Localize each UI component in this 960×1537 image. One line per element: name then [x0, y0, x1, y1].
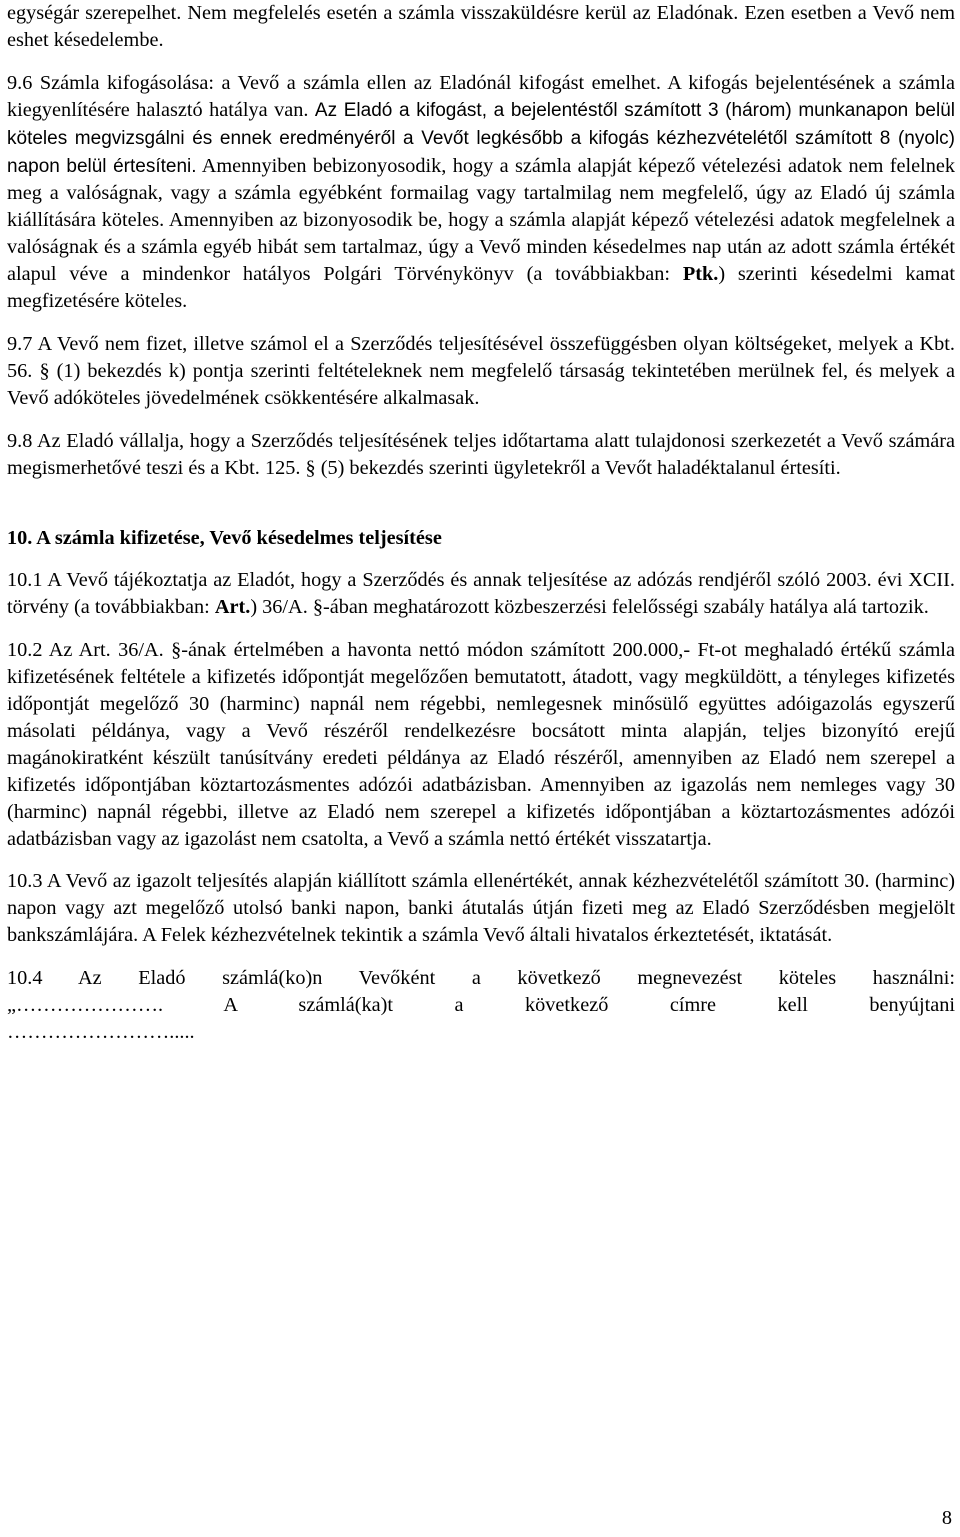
paragraph-9-6-part-d: Amennyiben az bizonyosodik be, hogy a számla alapját képező vételezési adatok megfelelnek a valóságnak és a számla egyéb hibát sem tartalmaz, úgy a Vevő minden késedelmes nap után az adott számla értékét alapul véve a mindenkor hatályos Polgári Törvénykönyv (a továbbiakban: — [7, 209, 956, 286]
spacer — [7, 852, 955, 868]
spacer — [7, 54, 955, 70]
art-abbreviation: Art. — [214, 596, 251, 619]
paragraph-9-6 — [7, 70, 955, 315]
paragraph-9-6-part-a: 9.6 Számla kifogásolása: a Vevő a számla ellen az Eladónál kifogást emelhet. A kifogás bejelentésének a számla kiegyenlítésére halasztó hatálya van. — [7, 71, 955, 121]
paragraph-10-4-line-1: 10.4 Az Eladó számlá(ko)n Vevőként a következő megnevezést köteles használni: — [7, 967, 955, 990]
paragraph-10-2: 10.2 Az Art. 36/A. §-ának értelmében a havonta nettó módon számított 200.000,- Ft-ot meghaladó értékű számla kifizetésének feltétele a kifizetés időpontját megelőzően bemutatott, átadott, vagy megküldött, a tényleges kifizetés időpontját megelőző 30 (harminc) napnál nem régebbi, nemlegesnek minősülő együttes adóigazolás egyszerű másolati példánya, vagy a Vevő részéről rendelkezésre bocsátott minta alapján, teljes bizonyító erejű magánokiratként készült tanúsítvány eredeti példánya az Eladó részéről, amennyiben az Eladó nem szerepel a kifizetés időpontjában köztartozásmentes adózói adatbázisban. Amennyiben az igazolás nem nemleges vagy 30 (harminc) napnál régebbi, illetve az Eladó nem szerepel a kifizetés időpontjában a köztartozásmentes adózói adatbázisban vagy az igazolást nem csatolta, a Vevő a számla nettó értékét visszatartja. — [7, 639, 955, 850]
spacer — [7, 621, 955, 637]
paragraph-9-8: 9.8 Az Eladó vállalja, hogy a Szerződés teljesítésének teljes időtartama alatt tulajdonosi szerkezetét a Vevő számára megismerhetővé teszi és a Kbt. 125. § (5) bekezdés szerinti ügyletekről a Vevőt haladéktalanul értesíti. — [7, 429, 955, 479]
paragraph-9-7: 9.7 A Vevő nem fizet, illetve számol el a Szerződés teljesítésével összefüggésben olyan költségeket, melyek a Kbt. 56. § (1) bekezdés k) pontja szerinti feltételeknek nem megfelelő társaság tekintetében merülnek fel, és melyek a Vevő adóköteles jövedelmének csökkentésére alkalmasak. — [7, 332, 955, 409]
spacer — [7, 949, 955, 965]
spacer — [7, 412, 955, 428]
paragraph-9-6-part-c: Amennyiben bebizonyosodik, hogy a számla alapját képező vételezési adatok nem felelnek meg a valóságnak, vagy a számla egyébként formailag vagy tartalmilag nem megfelelő, úgy az Eladó új számla kiállítására köteles. — [7, 154, 956, 232]
paragraph-9-6-part-e: ) szerinti késedelmi kamat megfizetésére köteles. — [7, 263, 955, 313]
page-number: 8 — [941, 1507, 952, 1529]
paragraph-10-4-line-3: ……………………..... — [7, 1021, 195, 1043]
section-10-heading: 10. A számla kifizetése, Vevő késedelmes teljesítése — [7, 526, 442, 549]
paragraph-10-1-part-a: 10.1 A Vevő tájékoztatja az Eladót, hogy a Szerződés és annak teljesítése az adózás rendjéről szóló 2003. évi XCII. törvény (a továbbiakban: — [7, 569, 955, 619]
paragraph-10-3: 10.3 A Vevő az igazolt teljesítés alapján kiállított számla ellenértékét, annak kézhezvételétől számított 30. (harminc) napon vagy azt megelőző utolsó banki napon, banki átutalás útján fizeti meg az Eladó Szerződésben megjelölt bankszámlájára. A Felek kézhezvételnek tekintik a számla Vevő általi hivatalos érkeztetését, iktatását. — [7, 870, 955, 947]
spacer — [7, 315, 955, 331]
ptk-abbreviation: Ptk. — [682, 263, 719, 286]
paragraph-10-4 — [7, 965, 955, 1046]
spacer — [7, 482, 955, 525]
paragraph-10-4-line-2: „…………………. A számlá(ka)t a következő címre kell benyújtani — [7, 994, 955, 1017]
paragraph-intro: egységár szerepelhet. Nem megfelelés esetén a számla visszaküldésre kerül az Eladónak. Ezen esetben a Vevő nem eshet késedelembe. — [7, 2, 955, 51]
paragraph-10-1-part-b: ) 36/A. §-ában meghatározott közbeszerzési felelősségi szabály hatálya alá tartozik. — [250, 596, 929, 619]
document-page — [7, 0, 955, 1046]
paragraph-9-6-part-b: Az Eladó a kifogást, a bejelentéstől számított 3 (három) munkanapon belül köteles megvizsgálni és ennek eredményéről a Vevőt legkésőbb a kifogás kézhezvételétől számított 8 (nyolc) napon belül értesíteni. — [7, 99, 956, 177]
spacer — [7, 551, 955, 567]
paragraph-10-1 — [7, 567, 955, 621]
